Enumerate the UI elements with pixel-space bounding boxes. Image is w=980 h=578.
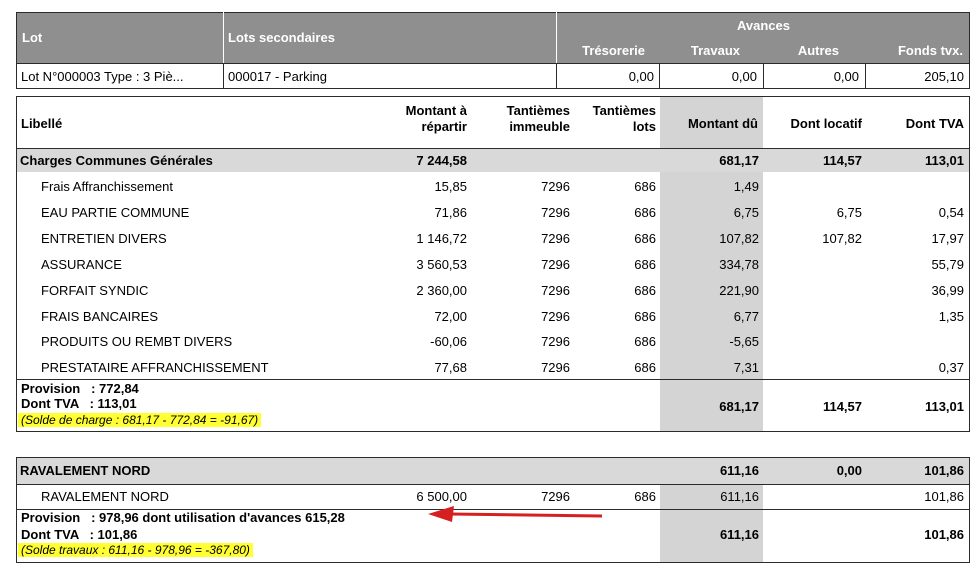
- cell-fonds: 205,10: [924, 69, 964, 84]
- header-autres: Autres: [797, 43, 839, 58]
- row-dont-locatif: 107,82: [822, 230, 862, 246]
- row-label: FRAIS BANCAIRES: [41, 308, 159, 324]
- row-tantiemes-immeuble: 7296: [541, 230, 570, 246]
- section-title-ravalement: RAVALEMENT NORD: [20, 463, 151, 478]
- row-tantiemes-lots: 686: [634, 308, 656, 324]
- header-fonds: Fonds tvx.: [897, 43, 963, 58]
- header-lots-secondaires: Lots secondaires: [228, 30, 335, 45]
- row-montant: 15,85: [434, 179, 467, 194]
- row-tantiemes-immeuble: 7296: [541, 282, 570, 298]
- row-dont-locatif: 6,75: [836, 204, 862, 220]
- header-avances: Avances: [737, 18, 790, 33]
- row-dont-tva: 36,99: [931, 282, 964, 298]
- cell-lot: Lot N°000003 Type : 3 Piè...: [21, 69, 184, 84]
- header-dont-locatif: Dont locatif: [790, 116, 862, 131]
- row-tantiemes-immeuble: 7296: [541, 256, 570, 272]
- provision-charges: Provision : 772,84: [21, 381, 139, 396]
- header-montant-line2: répartir: [421, 119, 467, 134]
- row-montant-du: 6,75: [733, 204, 759, 220]
- charges-table: [16, 96, 970, 432]
- row-ravalement-lots: 686: [634, 489, 656, 504]
- row-ravalement-du: 611,16: [720, 489, 759, 504]
- row-dont-tva: 0,54: [938, 204, 964, 220]
- header-tantiemes-immeuble-line2: immeuble: [509, 119, 570, 134]
- row-label: ENTRETIEN DIVERS: [41, 230, 167, 246]
- row-montant: 77,68: [434, 360, 467, 376]
- row-ravalement-montant: 6 500,00: [416, 489, 467, 504]
- row-tantiemes-immeuble: 7296: [541, 308, 570, 324]
- header-lot: Lot: [22, 30, 43, 45]
- header-montant-du: Montant dû: [687, 116, 758, 131]
- row-dont-tva: 17,97: [931, 230, 964, 246]
- row-montant-du: 107,82: [719, 230, 759, 246]
- row-tantiemes-lots: 686: [634, 334, 656, 350]
- row-label: Frais Affranchissement: [41, 179, 173, 194]
- section1-dont-locatif: 114,57: [822, 153, 862, 168]
- section1-dont-tva: 113,01: [924, 153, 964, 168]
- row-tantiemes-lots: 686: [634, 282, 656, 298]
- row-ravalement-label: RAVALEMENT NORD: [41, 489, 169, 504]
- row-montant: 3 560,53: [416, 256, 467, 272]
- row-label: EAU PARTIE COMMUNE: [41, 204, 190, 220]
- row-label: FORFAIT SYNDIC: [41, 282, 149, 298]
- row-tantiemes-immeuble: 7296: [541, 179, 570, 194]
- summary1-dont-locatif: 114,57: [822, 399, 862, 414]
- row-tantiemes-immeuble: 7296: [541, 204, 570, 220]
- row-montant: 71,86: [434, 204, 467, 220]
- dont-tva-charges: Dont TVA : 113,01: [21, 396, 137, 411]
- summary2-dont-tva: 101,86: [924, 527, 964, 542]
- row-montant: -60,06: [430, 334, 467, 350]
- row-label: PRESTATAIRE AFFRANCHISSEMENT: [41, 360, 269, 376]
- header-dont-tva: Dont TVA: [905, 116, 964, 131]
- row-label: PRODUITS OU REMBT DIVERS: [41, 334, 233, 350]
- provision-travaux: Provision : 978,96 dont utilisation d'avances 615,28: [21, 510, 345, 525]
- row-ravalement-tva: 101,86: [924, 489, 964, 504]
- section2-montant-du: 611,16: [719, 463, 759, 478]
- row-tantiemes-immeuble: 7296: [541, 334, 570, 350]
- header-montant-line1: Montant à: [405, 103, 467, 118]
- row-montant-du: -5,65: [729, 334, 759, 350]
- row-montant-du: 6,77: [733, 308, 759, 324]
- summary2-montant-du: 611,16: [719, 527, 759, 542]
- section2-dont-locatif: 0,00: [836, 463, 862, 478]
- solde-charge-highlight: (Solde de charge : 681,17 - 772,84 = -91,67): [18, 413, 261, 427]
- row-tantiemes-lots: 686: [634, 179, 656, 194]
- summary1-dont-tva: 113,01: [924, 399, 964, 414]
- header-libelle: Libellé: [21, 116, 63, 131]
- header-travaux: Travaux: [690, 43, 740, 58]
- solde-travaux-highlight: (Solde travaux : 611,16 - 978,96 = -367,80): [18, 543, 253, 557]
- section-title-charges-communes: Charges Communes Générales: [20, 153, 213, 168]
- header-tresorerie: Trésorerie: [582, 43, 645, 58]
- red-arrow-annotation: [420, 500, 610, 530]
- row-label: ASSURANCE: [41, 256, 122, 272]
- row-tantiemes-lots: 686: [634, 230, 656, 246]
- section2-dont-tva: 101,86: [924, 463, 964, 478]
- row-montant-du: 7,31: [733, 360, 759, 376]
- header-tantiemes-lots-line1: Tantièmes: [592, 103, 656, 118]
- dont-tva-travaux: Dont TVA : 101,86: [21, 527, 138, 542]
- row-montant: 72,00: [434, 308, 467, 324]
- row-dont-tva: 55,79: [931, 256, 964, 272]
- cell-tresorerie: 0,00: [628, 69, 654, 84]
- header-tantiemes-lots-line2: lots: [632, 119, 656, 134]
- row-dont-tva: 1,35: [938, 308, 964, 324]
- section1-montant: 7 244,58: [416, 153, 467, 168]
- row-tantiemes-immeuble: 7296: [541, 360, 570, 376]
- row-montant: 1 146,72: [416, 230, 467, 246]
- row-montant-du: 1,49: [733, 179, 759, 194]
- row-montant: 2 360,00: [416, 282, 467, 298]
- row-tantiemes-lots: 686: [634, 360, 656, 376]
- row-tantiemes-lots: 686: [634, 256, 656, 272]
- lot-summary-table: [16, 12, 970, 89]
- row-ravalement-imm: 7296: [541, 489, 570, 504]
- arrow-shaft: [450, 514, 602, 516]
- row-dont-tva: 0,37: [938, 360, 964, 376]
- row-montant-du: 334,78: [719, 256, 759, 272]
- cell-lots-secondaires: 000017 - Parking: [228, 69, 328, 84]
- row-montant-du: 221,90: [719, 282, 759, 298]
- summary1-montant-du: 681,17: [719, 399, 759, 414]
- header-tantiemes-immeuble-line1: Tantièmes: [506, 103, 570, 118]
- cell-travaux: 0,00: [731, 69, 757, 84]
- cell-autres: 0,00: [833, 69, 859, 84]
- arrow-head: [428, 506, 454, 522]
- section1-montant-du: 681,17: [719, 153, 759, 168]
- row-tantiemes-lots: 686: [634, 204, 656, 220]
